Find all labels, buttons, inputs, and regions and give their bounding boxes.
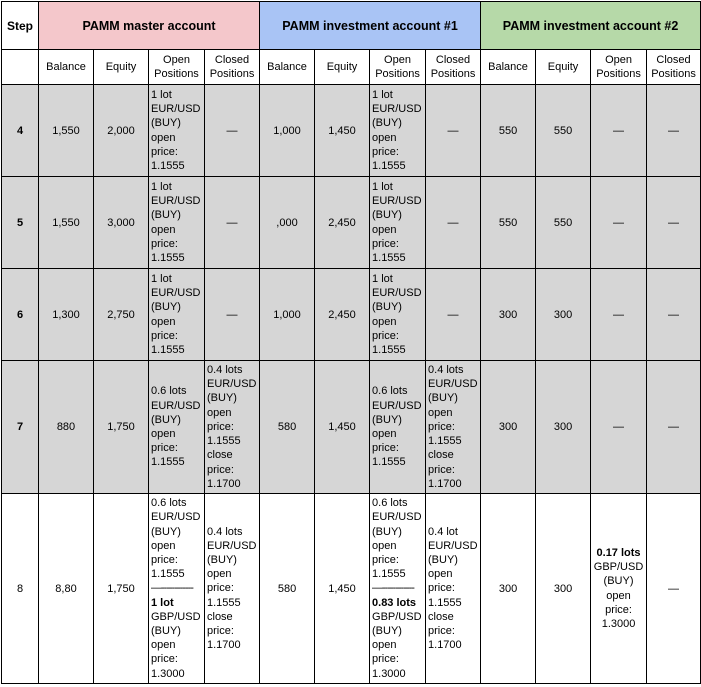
pos-line: price: xyxy=(428,420,455,433)
master-equity: 1,750 xyxy=(94,494,149,684)
master-balance: 1,550 xyxy=(39,85,94,177)
master-balance: 8,80 xyxy=(39,494,94,684)
pos-line: 1 lot xyxy=(372,180,393,193)
master-open-positions xyxy=(149,494,205,684)
pos-line: close xyxy=(207,610,233,623)
pos-line: EUR/USD xyxy=(151,511,201,524)
pos-line: 1.1555 xyxy=(372,159,406,172)
inv1-open-positions xyxy=(370,361,426,494)
pos-line: 1.1555 xyxy=(151,456,185,469)
pos-line: open xyxy=(606,589,631,602)
master-open-positions xyxy=(149,177,205,269)
subheader-blank xyxy=(2,50,39,85)
master-equity: 2,750 xyxy=(94,269,149,361)
pamm-table xyxy=(1,1,701,684)
inv2-closed-positions: — xyxy=(647,85,701,177)
pos-line: price: xyxy=(605,603,632,616)
pos-line: price: xyxy=(372,145,399,158)
pos-line: EUR/USD xyxy=(372,287,422,300)
inv2-balance: 300 xyxy=(481,361,536,494)
master-open-positions xyxy=(149,361,205,494)
master-closed-positions: — xyxy=(205,269,260,361)
pos-line: 1.1555 xyxy=(207,596,241,609)
pos-line: open xyxy=(151,639,176,652)
pos-line: price: xyxy=(151,653,178,666)
col-balance: Balance xyxy=(260,50,315,85)
pos-line: 0.6 lots xyxy=(372,385,408,398)
pos-line: (BUY) xyxy=(207,553,237,566)
pos-line: EUR/USD xyxy=(207,378,257,391)
pos-line: 1.1700 xyxy=(428,477,462,490)
pos-line: (BUY) xyxy=(372,209,402,222)
pos-line: (BUY) xyxy=(372,413,402,426)
inv1-equity: 1,450 xyxy=(315,85,370,177)
inv1-balance: 1,000 xyxy=(260,85,315,177)
pos-line: (BUY) xyxy=(372,301,402,314)
inv2-closed-positions: — xyxy=(647,269,701,361)
pos-line: 0.6 lots xyxy=(151,385,187,398)
inv2-equity: 550 xyxy=(536,177,591,269)
pos-line: (BUY) xyxy=(151,625,181,637)
inv1-balance: ,000 xyxy=(260,177,315,269)
master-account-header: PAMM master account xyxy=(39,2,260,50)
subheader-row xyxy=(2,50,701,85)
inv2-equity: 550 xyxy=(536,85,591,177)
pos-line: price: xyxy=(151,145,178,158)
inv1-closed-positions: — xyxy=(426,269,481,361)
pos-line: open xyxy=(151,223,176,236)
pos-line: 1.1555 xyxy=(151,159,185,172)
pos-line: 0.4 lots xyxy=(207,364,243,377)
pos-line: 1.1555 xyxy=(207,435,241,448)
master-closed-positions: — xyxy=(205,85,260,177)
pos-line: price: xyxy=(207,420,234,433)
inv1-closed-positions: — xyxy=(426,85,481,177)
inv2-closed-positions: — xyxy=(647,494,701,684)
pos-line: 0.4 lots xyxy=(207,525,243,538)
pos-line: open xyxy=(372,639,397,652)
pos-line: 0.6 lots xyxy=(372,497,408,510)
pos-line: (BUY) xyxy=(428,553,458,566)
master-equity: 1,750 xyxy=(94,361,149,494)
col-balance: Balance xyxy=(481,50,536,85)
inv2-closed-positions: — xyxy=(647,177,701,269)
inv1-equity: 2,450 xyxy=(315,269,370,361)
master-closed-positions: — xyxy=(205,177,260,269)
step-header: Step xyxy=(2,2,39,50)
step-cell: 4 xyxy=(2,85,39,177)
pos-line: (BUY) xyxy=(151,117,181,130)
inv2-open-positions: — xyxy=(591,85,647,177)
pos-line: price: xyxy=(151,553,178,566)
pos-line: price: xyxy=(151,329,178,342)
pos-line: price: xyxy=(207,625,234,637)
pos-line: 1.1555 xyxy=(151,343,185,356)
master-equity: 3,000 xyxy=(94,177,149,269)
pos-line: 1.1700 xyxy=(428,639,462,652)
pos-line: close xyxy=(428,449,454,462)
pos-line: price: xyxy=(428,582,455,595)
master-open-positions xyxy=(149,85,205,177)
pos-line: 1.1555 xyxy=(428,596,462,609)
pos-line: EUR/USD xyxy=(207,539,257,552)
inv2-balance: 300 xyxy=(481,494,536,684)
pos-line: close xyxy=(207,449,233,462)
inv1-balance: 1,000 xyxy=(260,269,315,361)
pos-line: open xyxy=(151,428,176,440)
table-row xyxy=(2,85,701,177)
pos-line: GBP/USD xyxy=(372,610,422,623)
pos-line: 1.1555 xyxy=(151,251,185,264)
pos-line: EUR/USD xyxy=(372,195,422,208)
pos-line: 1 lot xyxy=(151,180,172,193)
col-balance: Balance xyxy=(39,50,94,85)
inv1-closed-positions: — xyxy=(426,177,481,269)
pos-line: 1.1555 xyxy=(372,568,406,581)
investment-account-1-header: PAMM investment account #1 xyxy=(260,2,481,50)
pos-line: EUR/USD xyxy=(151,287,201,300)
pos-line: price: xyxy=(151,442,178,455)
inv1-open-positions xyxy=(370,85,426,177)
pos-line: 1.1555 xyxy=(428,435,462,448)
pos-line: 0.17 lots xyxy=(596,546,641,559)
inv1-closed-positions xyxy=(426,361,481,494)
inv2-open-positions: — xyxy=(591,177,647,269)
pos-line: EUR/USD xyxy=(151,195,201,208)
pos-line: EUR/USD xyxy=(372,103,422,116)
pos-line: open xyxy=(151,315,176,328)
pos-line: 0.83 lots xyxy=(372,596,417,609)
inv2-balance: 550 xyxy=(481,177,536,269)
col-equity: Equity xyxy=(94,50,149,85)
pos-line: 1.1700 xyxy=(207,477,241,490)
master-balance: 880 xyxy=(39,361,94,494)
inv2-equity: 300 xyxy=(536,269,591,361)
col-open-positions: Open Positions xyxy=(370,50,426,85)
pos-line: 1.1555 xyxy=(372,343,406,356)
pos-line: price: xyxy=(372,553,399,566)
step-cell: 7 xyxy=(2,361,39,494)
pos-line: (BUY) xyxy=(151,525,181,538)
pos-line: price: xyxy=(372,653,399,666)
pos-line: (BUY) xyxy=(151,301,181,314)
col-open-positions: Open Positions xyxy=(149,50,205,85)
pos-line: 1.1555 xyxy=(372,456,406,469)
col-closed-positions: Closed Positions xyxy=(647,50,701,85)
pos-line: (BUY) xyxy=(372,625,402,637)
header-row xyxy=(2,2,701,50)
pos-line: price: xyxy=(372,442,399,455)
pos-line: price: xyxy=(372,237,399,250)
master-balance: 1,550 xyxy=(39,177,94,269)
inv1-open-positions xyxy=(370,177,426,269)
col-equity: Equity xyxy=(536,50,591,85)
pos-line: 1.3000 xyxy=(151,667,185,680)
col-closed-positions: Closed Positions xyxy=(205,50,260,85)
pos-line: (BUY) xyxy=(207,392,237,405)
pos-line: price: xyxy=(207,463,234,476)
master-open-positions xyxy=(149,269,205,361)
inv2-balance: 300 xyxy=(481,269,536,361)
pos-line: open xyxy=(372,539,397,552)
pos-line: 1.1555 xyxy=(372,251,406,264)
inv2-open-positions: — xyxy=(591,269,647,361)
separator-line: —------------ xyxy=(372,582,414,595)
master-closed-positions xyxy=(205,494,260,684)
pos-line: open xyxy=(372,131,397,144)
inv1-closed-positions xyxy=(426,494,481,684)
pos-line: (BUY) xyxy=(428,392,458,405)
pos-line: EUR/USD xyxy=(151,103,201,116)
step-cell: 5 xyxy=(2,177,39,269)
pos-line: EUR/USD xyxy=(151,399,201,412)
pos-line: open xyxy=(151,539,176,552)
pos-line: (BUY) xyxy=(372,117,402,130)
pos-line: open xyxy=(372,428,397,440)
inv1-equity: 1,450 xyxy=(315,361,370,494)
pos-line: 1 lot xyxy=(151,272,172,285)
pos-line: 1 lot xyxy=(151,88,172,101)
pos-line: EUR/USD xyxy=(372,399,422,412)
pos-line: price: xyxy=(207,582,234,595)
table-row xyxy=(2,361,701,494)
investment-account-2-header: PAMM investment account #2 xyxy=(481,2,701,50)
pos-line: close xyxy=(428,610,454,623)
separator-line: —------------ xyxy=(151,582,193,595)
table-row xyxy=(2,269,701,361)
inv2-open-positions: — xyxy=(591,361,647,494)
pos-line: EUR/USD xyxy=(428,539,478,552)
table-row xyxy=(2,494,701,684)
pos-line: 1 lot xyxy=(372,88,393,101)
pos-line: open xyxy=(428,406,453,419)
pos-line: price: xyxy=(372,329,399,342)
pos-line: open xyxy=(151,131,176,144)
pos-line: GBP/USD xyxy=(151,610,201,623)
pos-line: 1.1555 xyxy=(151,568,185,581)
col-closed-positions: Closed Positions xyxy=(426,50,481,85)
inv1-balance: 580 xyxy=(260,494,315,684)
pos-line: open xyxy=(207,406,232,419)
inv2-closed-positions: — xyxy=(647,361,701,494)
pos-line: open xyxy=(372,315,397,328)
pos-line: EUR/USD xyxy=(372,511,422,524)
inv1-equity: 1,450 xyxy=(315,494,370,684)
master-equity: 2,000 xyxy=(94,85,149,177)
inv1-equity: 2,450 xyxy=(315,177,370,269)
step-cell: 6 xyxy=(2,269,39,361)
table-row xyxy=(2,177,701,269)
step-cell: 8 xyxy=(2,494,39,684)
inv2-balance: 550 xyxy=(481,85,536,177)
pos-line: price: xyxy=(428,463,455,476)
pos-line: EUR/USD xyxy=(428,378,478,391)
pos-line: (BUY) xyxy=(372,525,402,538)
master-balance: 1,300 xyxy=(39,269,94,361)
pos-line: open xyxy=(207,568,232,581)
pos-line: (BUY) xyxy=(603,575,634,588)
pos-line: open xyxy=(428,568,453,581)
pos-line: (BUY) xyxy=(151,413,181,426)
pos-line: open xyxy=(372,223,397,236)
pos-line: (BUY) xyxy=(151,209,181,222)
pos-line: 1.1700 xyxy=(207,639,241,652)
pos-line: 1 lot xyxy=(372,272,393,285)
pos-line: 0.6 lots xyxy=(151,497,187,510)
inv1-open-positions xyxy=(370,494,426,684)
pos-line: 0.4 lots xyxy=(428,364,464,377)
inv2-equity: 300 xyxy=(536,361,591,494)
pos-line: 1 lot xyxy=(151,596,174,609)
inv1-open-positions xyxy=(370,269,426,361)
pos-line: 1.3000 xyxy=(372,667,406,680)
pos-line: price: xyxy=(151,237,178,250)
pos-line: price: xyxy=(428,625,455,637)
inv1-balance: 580 xyxy=(260,361,315,494)
inv2-equity: 300 xyxy=(536,494,591,684)
pos-line: GBP/USD xyxy=(593,561,644,574)
col-open-positions: Open Positions xyxy=(591,50,647,85)
pos-line: 1.3000 xyxy=(601,617,636,630)
col-equity: Equity xyxy=(315,50,370,85)
pos-line: 0.4 lot xyxy=(428,525,458,538)
master-closed-positions xyxy=(205,361,260,494)
inv2-open-positions xyxy=(591,494,647,684)
